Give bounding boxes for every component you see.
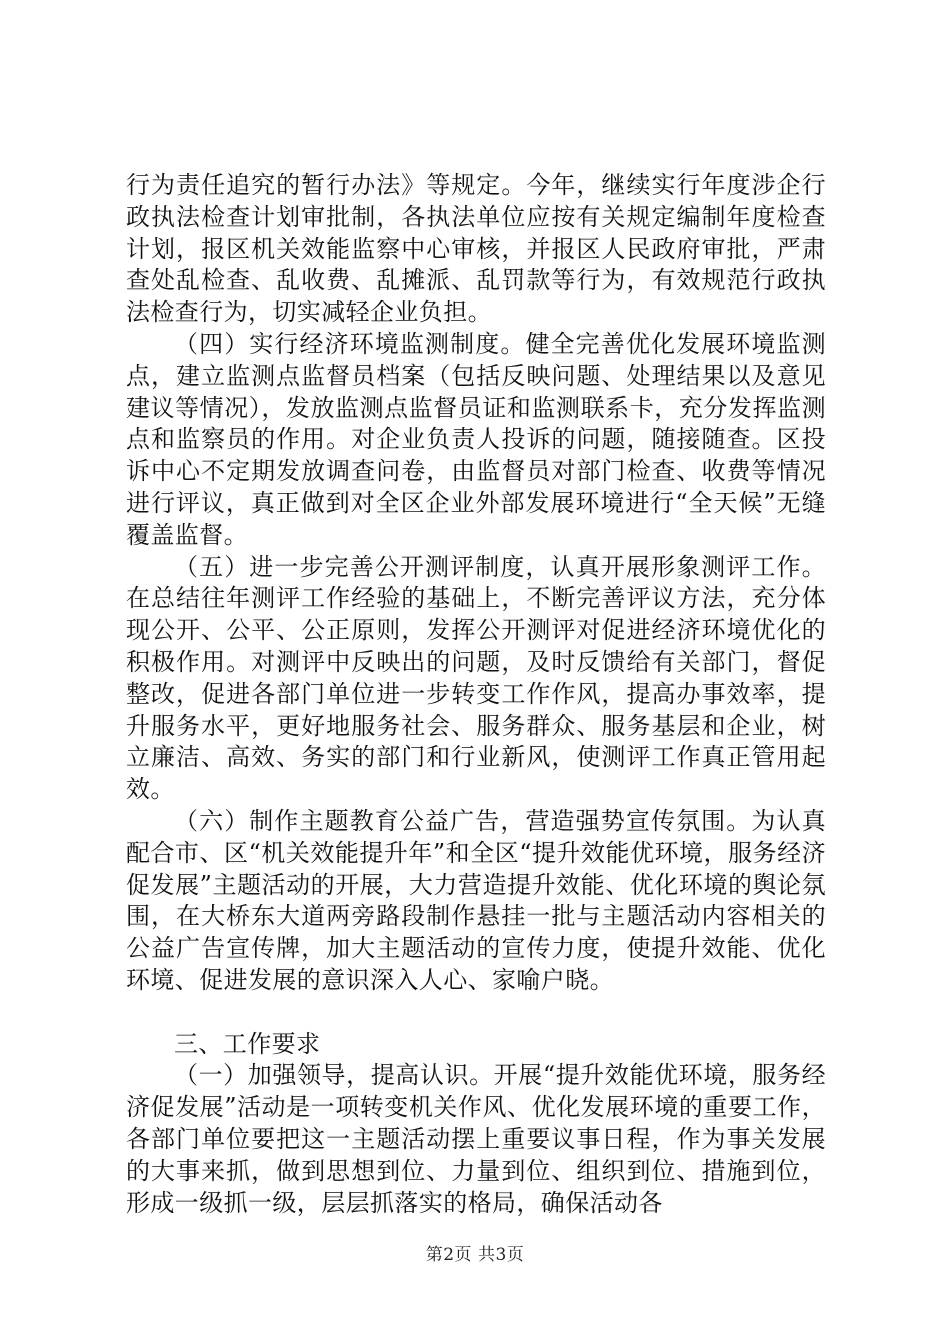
section-heading: 三、工作要求	[174, 1029, 321, 1058]
page-footer: 第2页 共3页	[425, 1245, 525, 1265]
paragraph-section-4: （四）实行经济环境监测制度。健全完善优化发展环境监测点，建立监测点监督员档案（包括反映问题、处理结果以及意见建议等情况），发放监测点监督员证和监测联系卡，充分发挥监测点和监察员的作用。对企业负责人投诉的问题，随接随查。区投诉中心不定期发放调查问卷，由监督员对部门检查、收费等情况进行评议，真正做到对全区企业外部发展环境进行“全天候”无缝覆盖监督。	[126, 329, 826, 549]
paragraph-continuation: 行为责任追究的暂行办法》等规定。今年，继续实行年度涉企行政执法检查计划审批制，各执法单位应按有关规定编制年度检查计划，报区机关效能监察中心审核，并报区人民政府审批，严肃查处乱检查、乱收费、乱摊派、乱罚款等行为，有效规范行政执法检查行为，切实减轻企业负担。	[126, 171, 826, 327]
paragraph-section-6: （六）制作主题教育公益广告，营造强势宣传氛围。为认真配合市、区“机关效能提升年”和全区“提升效能优环境，服务经济促发展”主题活动的开展，大力营造提升效能、优化环境的舆论氛围，在大桥东大道两旁路段制作悬挂一批与主题活动内容相关的公益广告宣传牌，加大主题活动的宣传力度，使提升效能、优化环境、促进发展的意识深入人心、家喻户晓。	[126, 806, 826, 994]
document-body	[126, 170, 826, 1219]
paragraph-requirement-1: （一）加强领导，提高认识。开展“提升效能优环境，服务经济促发展”活动是一项转变机关作风、优化发展环境的重要工作，各部门单位要把这一主题活动摆上重要议事日程，作为事关发展的大事来抓，做到思想到位、力量到位、组织到位、措施到位，形成一级抓一级，层层抓落实的格局，确保活动各	[126, 1061, 826, 1217]
paragraph-section-5: （五）进一步完善公开测评制度，认真开展形象测评工作。在总结往年测评工作经验的基础上，不断完善评议方法，充分体现公开、公平、公正原则，发挥公开测评对促进经济环境优化的积极作用。对测评中反映出的问题，及时反馈给有关部门，督促整改，促进各部门单位进一步转变工作作风，提高办事效率，提升服务水平，更好地服务社会、服务群众、服务基层和企业，树立廉洁、高效、务实的部门和行业新风，使测评工作真正管用起效。	[126, 552, 826, 804]
blank-line	[126, 997, 826, 1029]
